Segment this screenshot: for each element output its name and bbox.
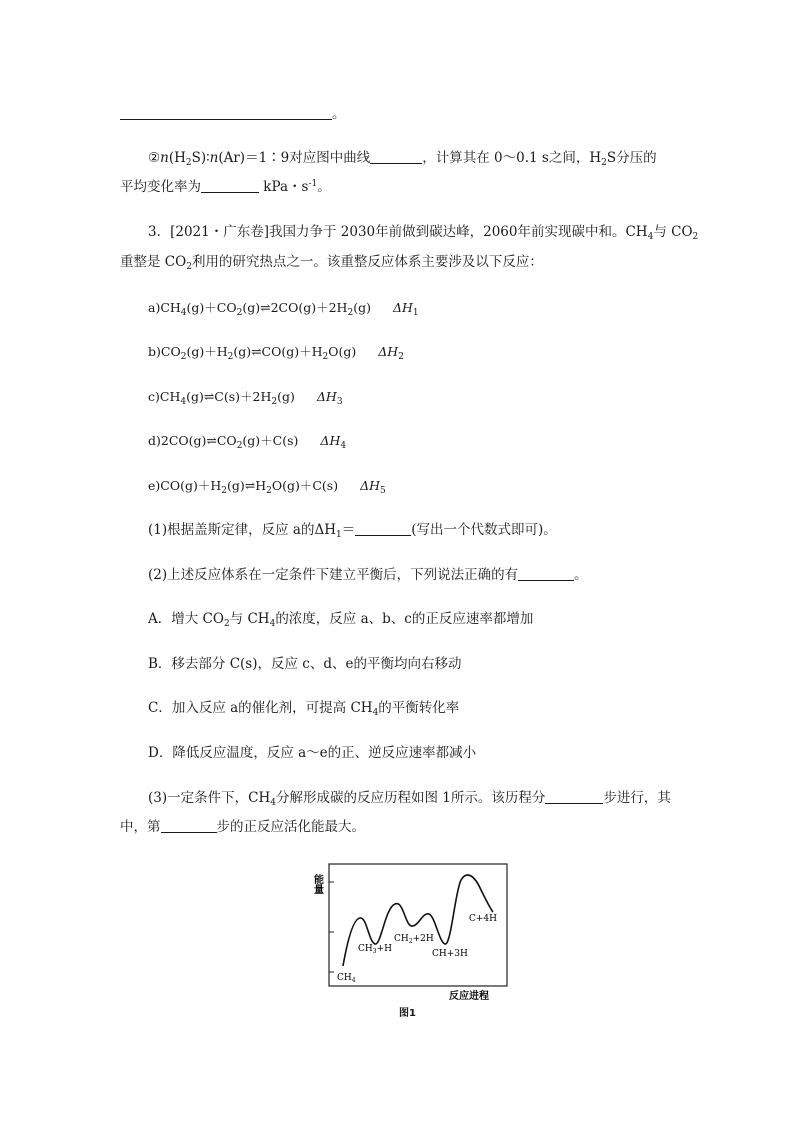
- steps-blank[interactable]: [545, 789, 603, 804]
- option-a: A．增大 $CO_2$与 $CH_4$的浓度，反应 a、b、c的正反应速率都增加: [148, 611, 534, 629]
- q2-part2-line1: $②n(H_2S)∶n(Ar)=1∶9$对应图中曲线 ，计算其在 0～0.1 s之间，$H_2S$分压的: [148, 150, 657, 168]
- curve-blank[interactable]: [370, 149, 422, 164]
- figure-caption: 图1: [399, 1008, 416, 1019]
- species-label-ch3h: $CH_3+H$: [358, 944, 392, 955]
- y-axis-label: 能量: [311, 874, 323, 894]
- reaction-d: $d)2CO(g)\rightleftharpoons CO_2(g)+C(s)$ $\Delta H_4$: [148, 433, 347, 451]
- species-label-c4h: C+4H: [469, 914, 498, 924]
- species-label-ch3h-2: CH+3H: [432, 949, 468, 959]
- species-label-ch4: $CH_4$: [337, 973, 356, 984]
- q3-part2: (2)上述反应体系在一定条件下建立平衡后，下列说法正确的有 。: [148, 567, 588, 583]
- species-label-ch22h: $CH_2+2H$: [394, 934, 434, 945]
- reaction-c: $c)CH_4(g)\rightleftharpoons C(s)+2H_2(g)$ $\Delta H_3$: [148, 389, 343, 407]
- q3-part3-line2: 中，第 步的正反应活化能最大。: [120, 819, 365, 835]
- option-c: C．加入反应 a的催化剂，可提高 $CH_4$的平衡转化率: [148, 700, 460, 718]
- q3-intro-line1: 3．[2021・广东卷]我国力争于 2030年前做到碳达峰，2060年前实现碳中和。$CH_4$与 $CO_2$: [148, 224, 699, 242]
- reaction-a: $a)CH_4(g)+CO_2(g)\rightleftharpoons 2CO(g)+2H_2(g)$ $\Delta H_1$: [148, 300, 419, 318]
- answer-line-end: 。: [120, 104, 346, 124]
- energy-profile-figure: [305, 862, 515, 1002]
- step-number-blank[interactable]: [161, 818, 217, 833]
- option-b: B．移去部分 C(s)，反应 c、d、e的平衡均向右移动: [148, 656, 462, 672]
- q3-part3-line1: (3)一定条件下，$CH_4$分解形成碳的反应历程如图 1所示。该历程分 步进行，其: [148, 790, 671, 808]
- q2-part2-line2: 平均变化率为 kPa・$s^{-1}$。: [120, 179, 331, 195]
- x-axis-label: 反应进程: [449, 991, 489, 1002]
- q3-intro-line2: 重整是 $CO_2$利用的研究热点之一。该重整反应体系主要涉及以下反应：: [120, 254, 543, 272]
- answer-blank[interactable]: [120, 105, 332, 120]
- correct-options-blank[interactable]: [518, 566, 574, 581]
- rate-blank[interactable]: [201, 178, 259, 193]
- hess-blank[interactable]: [355, 521, 411, 536]
- plot-frame: [329, 864, 507, 986]
- reaction-b: $b)CO_2(g)+H_2(g)\rightleftharpoons CO(g)+H_2O(g)$ $\Delta H_2$: [148, 344, 404, 362]
- q3-part1: (1)根据盖斯定律，反应 a的$\Delta H_1=$ (写出一个代数式即可)。: [148, 522, 557, 540]
- option-d: D．降低反应温度，反应 a～e的正、逆反应速率都减小: [148, 745, 477, 761]
- reaction-e: $e)CO(g)+H_2(g)\rightleftharpoons H_2O(g)+C(s)$ $\Delta H_5$: [148, 478, 386, 496]
